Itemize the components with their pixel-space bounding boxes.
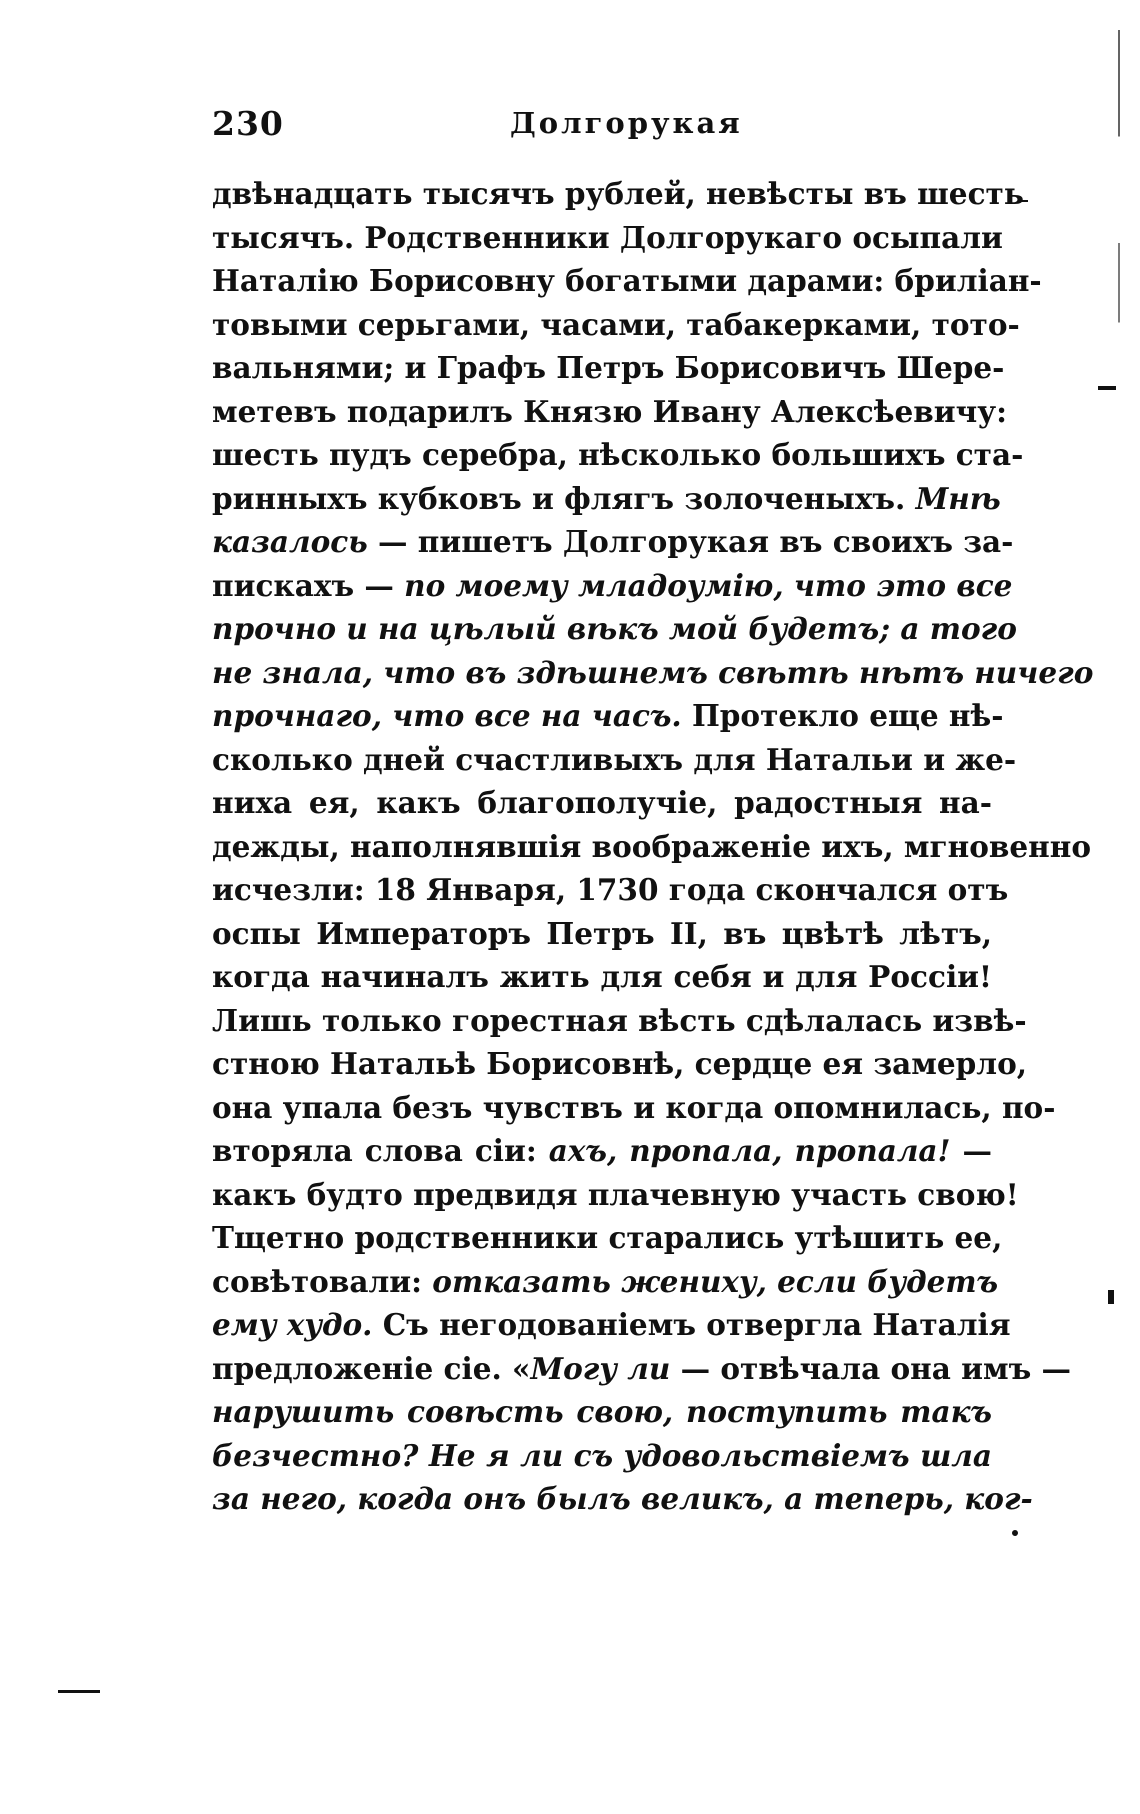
text-line xyxy=(212,1216,1003,1260)
italic-segment: казалось xyxy=(212,524,368,559)
text-line xyxy=(212,346,1005,390)
text-segment: Протекло еще нѣ- xyxy=(681,698,1004,733)
text-line xyxy=(212,1086,1056,1130)
text-line xyxy=(212,738,1017,782)
text-line xyxy=(212,564,1013,608)
text-segment: двѣнадцать тысячъ рублей, невѣсты въ шесть xyxy=(212,176,1024,211)
text-line xyxy=(212,1390,992,1434)
text-segment: исчезли: 18 Января, 1730 года скончался отъ xyxy=(212,872,1009,907)
page-number: 230 xyxy=(212,104,284,143)
italic-segment: не знала, что въ здѣшнемъ свѣтѣ нѣтъ ничего xyxy=(212,654,1094,690)
italic-segment: отказать жениху, если будетъ xyxy=(432,1263,999,1299)
italic-segment: ахъ, пропала, пропала! xyxy=(548,1133,951,1168)
text-line xyxy=(212,955,992,999)
text-segment: ринныхъ кубковъ и флягъ золоченыхъ. xyxy=(212,480,916,516)
text-line xyxy=(212,477,1001,521)
margin-dash xyxy=(58,1690,100,1693)
text-segment: — отвѣчала она имъ — xyxy=(670,1350,1072,1386)
text-line xyxy=(212,390,1008,434)
italic-segment: безчестно? Не я ли съ удовольствіемъ шла xyxy=(212,1437,992,1473)
italic-segment: прочно и на цѣлый вѣкъ мой будетъ; а того xyxy=(212,611,1017,646)
text-segment: когда начиналъ жить для себя и для Россіи! xyxy=(212,959,992,994)
text-segment: шесть пудъ серебра, нѣсколько большихъ ста- xyxy=(212,437,1024,472)
text-segment: вальнями; и Графъ Петръ Борисовичъ Шере- xyxy=(212,350,1005,385)
text-line xyxy=(212,1303,1011,1347)
scan-edge-mark xyxy=(1118,30,1120,1360)
text-segment: какъ будто предвидя плачевную участь свою! xyxy=(212,1176,1019,1212)
text-line xyxy=(212,999,1027,1043)
text-segment: Тщетно родственники старались утѣшить ее, xyxy=(212,1220,1003,1255)
text-line xyxy=(212,1042,1028,1086)
text-segment: метевъ подарилъ Князю Ивану Алексѣевичу: xyxy=(212,393,1008,429)
text-line xyxy=(212,1477,1033,1521)
text-segment: пискахъ — xyxy=(212,567,405,603)
text-line xyxy=(212,303,1020,347)
margin-dash xyxy=(1012,1530,1018,1536)
text-segment: тысячъ. Родственники Долгорукаго осыпали xyxy=(212,219,1003,255)
text-line xyxy=(212,1434,992,1478)
italic-segment: Могу ли xyxy=(530,1350,671,1386)
text-line xyxy=(212,433,1024,477)
margin-dash xyxy=(1108,1290,1114,1304)
text-segment: оспы Императоръ Петръ II, въ цвѣтѣ лѣтъ, xyxy=(212,915,992,951)
italic-segment: нарушить совѣсть свою, поступить такъ xyxy=(212,1394,992,1429)
text-segment: — пишетъ Долгорукая въ своихъ за- xyxy=(367,524,1014,559)
italic-segment: ему худо. xyxy=(212,1307,373,1342)
margin-dash xyxy=(1098,386,1116,390)
text-segment: она упала безъ чувствъ и когда опомнилась, по- xyxy=(212,1089,1056,1125)
text-segment: сколько дней счастливыхъ для Натальи и же- xyxy=(212,741,1017,777)
text-line xyxy=(212,607,1017,651)
text-line xyxy=(212,172,1024,216)
text-line xyxy=(212,520,1014,564)
text-line xyxy=(212,825,1092,869)
body-text xyxy=(212,172,1094,1521)
running-head: Долгорукая xyxy=(510,106,743,140)
italic-segment: за него, когда онъ былъ великъ, а теперь, ког- xyxy=(212,1481,1033,1516)
italic-segment: по моему младоумію, что это все xyxy=(404,567,1013,603)
text-segment: Лишь только горестная вѣсть сдѣлалась извѣ- xyxy=(212,1002,1027,1038)
text-segment: товыми серьгами, часами, табакерками, тото- xyxy=(212,306,1020,342)
text-line xyxy=(212,912,992,956)
text-segment: дежды, наполнявшія воображеніе ихъ, мгновенно xyxy=(212,828,1092,864)
text-segment: вторяла слова сіи: xyxy=(212,1133,549,1168)
italic-segment: прочнаго, что все на часъ. xyxy=(212,698,682,733)
text-line xyxy=(212,1129,992,1173)
text-line xyxy=(212,694,1004,738)
text-line xyxy=(212,1347,1072,1391)
text-segment: предложеніе сіе. « xyxy=(212,1350,531,1386)
text-line xyxy=(212,1260,999,1304)
text-segment: стною Натальѣ Борисовнѣ, сердце ея замерло, xyxy=(212,1046,1028,1081)
text-line xyxy=(212,1173,1019,1217)
italic-segment: Мнѣ xyxy=(915,480,1001,516)
text-segment: Наталію Борисовну богатыми дарами: бриліан- xyxy=(212,263,1042,298)
page-header xyxy=(212,104,992,154)
text-line xyxy=(212,259,1042,303)
text-segment: — xyxy=(950,1133,992,1168)
text-segment: ниха ея, какъ благополучіе, радостныя на- xyxy=(212,785,992,820)
text-line xyxy=(212,781,992,825)
text-line xyxy=(212,868,1009,912)
text-line xyxy=(212,651,1094,695)
text-segment: Съ негодованіемъ отвергла Наталія xyxy=(372,1307,1011,1342)
text-segment: совѣтовали: xyxy=(212,1263,433,1299)
text-line xyxy=(212,216,1003,260)
